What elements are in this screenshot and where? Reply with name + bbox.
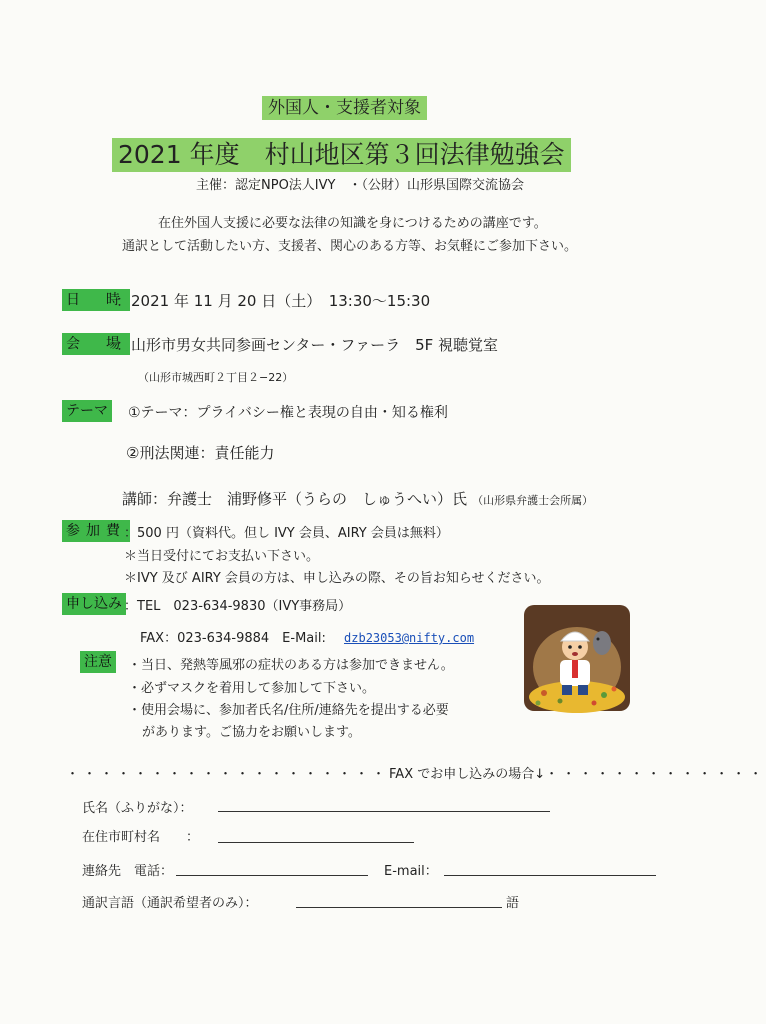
city-field[interactable] (218, 842, 414, 843)
datetime-value: ：2021 年 11 月 20 日（土） 13:30〜15:30 (116, 292, 431, 310)
name-field[interactable] (218, 811, 550, 812)
name-field-label: 氏名（ふりがな）： (82, 801, 193, 816)
fee-note-1: ＊当日受付にてお支払い下さい。 (124, 549, 320, 564)
notice-label: 注意 (80, 651, 116, 673)
audience-banner (262, 96, 427, 120)
intro-line-2: 通訳として活動したい方、支援者、関心のある方等、お気軽にご参加下さい。 (122, 239, 578, 254)
audience-text: 外国人・支援者対象 (268, 98, 421, 118)
illustration (524, 605, 630, 711)
title-banner (112, 138, 571, 172)
fee-label: 参加費 (62, 520, 130, 542)
divider-dots-left: ・・・・・・・・・・・・・・・・・・・ (66, 767, 390, 782)
venue-address: （山形市城西町２丁目２−22） (138, 371, 294, 384)
phone-field[interactable] (176, 875, 368, 876)
doctor-cave-illustration (524, 605, 630, 711)
page-title: 2021 年度 村山地区第３回法律勉強会 (118, 140, 565, 169)
theme-item-1: ①テーマ：プライバシー権と表現の自由・知る権利 (128, 405, 448, 421)
apply-label: 申し込み (62, 593, 126, 615)
apply-fax: FAX：023-634-9884 E-Mail: (140, 631, 326, 646)
theme-label: テーマ (62, 400, 112, 422)
intro-line-1: 在住外国人支援に必要な法律の知識を身につけるための講座です。 (158, 216, 547, 231)
apply-fax-line (140, 627, 474, 646)
organizers: 主催：認定NPO法人IVY ・（公財）山形県国際交流協会 (196, 178, 524, 193)
notice-item-1: ・当日、発熱等風邪の症状のある方は参加できません。 (128, 658, 454, 673)
notice-item-3b: があります。ご協力をお願いします。 (142, 725, 361, 740)
language-field[interactable] (296, 907, 502, 908)
notice-item-3a: ・使用会場に、参加者氏名/住所/連絡先を提出する必要 (128, 703, 449, 718)
venue-label: 会 場 (62, 333, 130, 355)
apply-tel: ：TEL 023-634-9830（IVY事務局） (124, 599, 352, 614)
fax-divider (66, 763, 766, 782)
datetime-label: 日 時 (62, 289, 130, 311)
notice-item-2: ・必ずマスクを着用して参加して下さい。 (128, 681, 376, 696)
fee-value: ：500 円（資料代。但し IVY 会員、AIRY 会員は無料） (124, 526, 449, 541)
venue-value: ：山形市男女共同参画センター・ファーラ 5F 視聴覚室 (116, 336, 499, 354)
email-link[interactable]: dzb23053@nifty.com (344, 631, 475, 645)
phone-field-label: 連絡先 電話： (82, 864, 174, 879)
language-field-label: 通訳言語（通訳希望者のみ）： (82, 896, 258, 911)
city-field-label: 在住市町村名 ： (82, 830, 200, 845)
fee-note-2: ＊IVY 及び AIRY 会員の方は、申し込みの際、その旨お知らせください。 (124, 571, 550, 586)
language-suffix: 語 (506, 896, 520, 911)
theme-item-2: ②刑法関連：責任能力 (126, 444, 275, 462)
lecturer (122, 488, 593, 509)
lecturer-affiliation: （山形県弁護士会所属） (472, 494, 594, 507)
email-field[interactable] (444, 875, 656, 876)
fax-divider-text: FAX でお申し込みの場合↓ (389, 767, 546, 782)
email-field-label: E-mail： (384, 864, 438, 879)
divider-dots-right: ・・・・・・・・・・・・・ (545, 767, 766, 782)
lecturer-name: 講師：弁護士 浦野修平（うらの しゅうへい）氏 (122, 490, 468, 508)
